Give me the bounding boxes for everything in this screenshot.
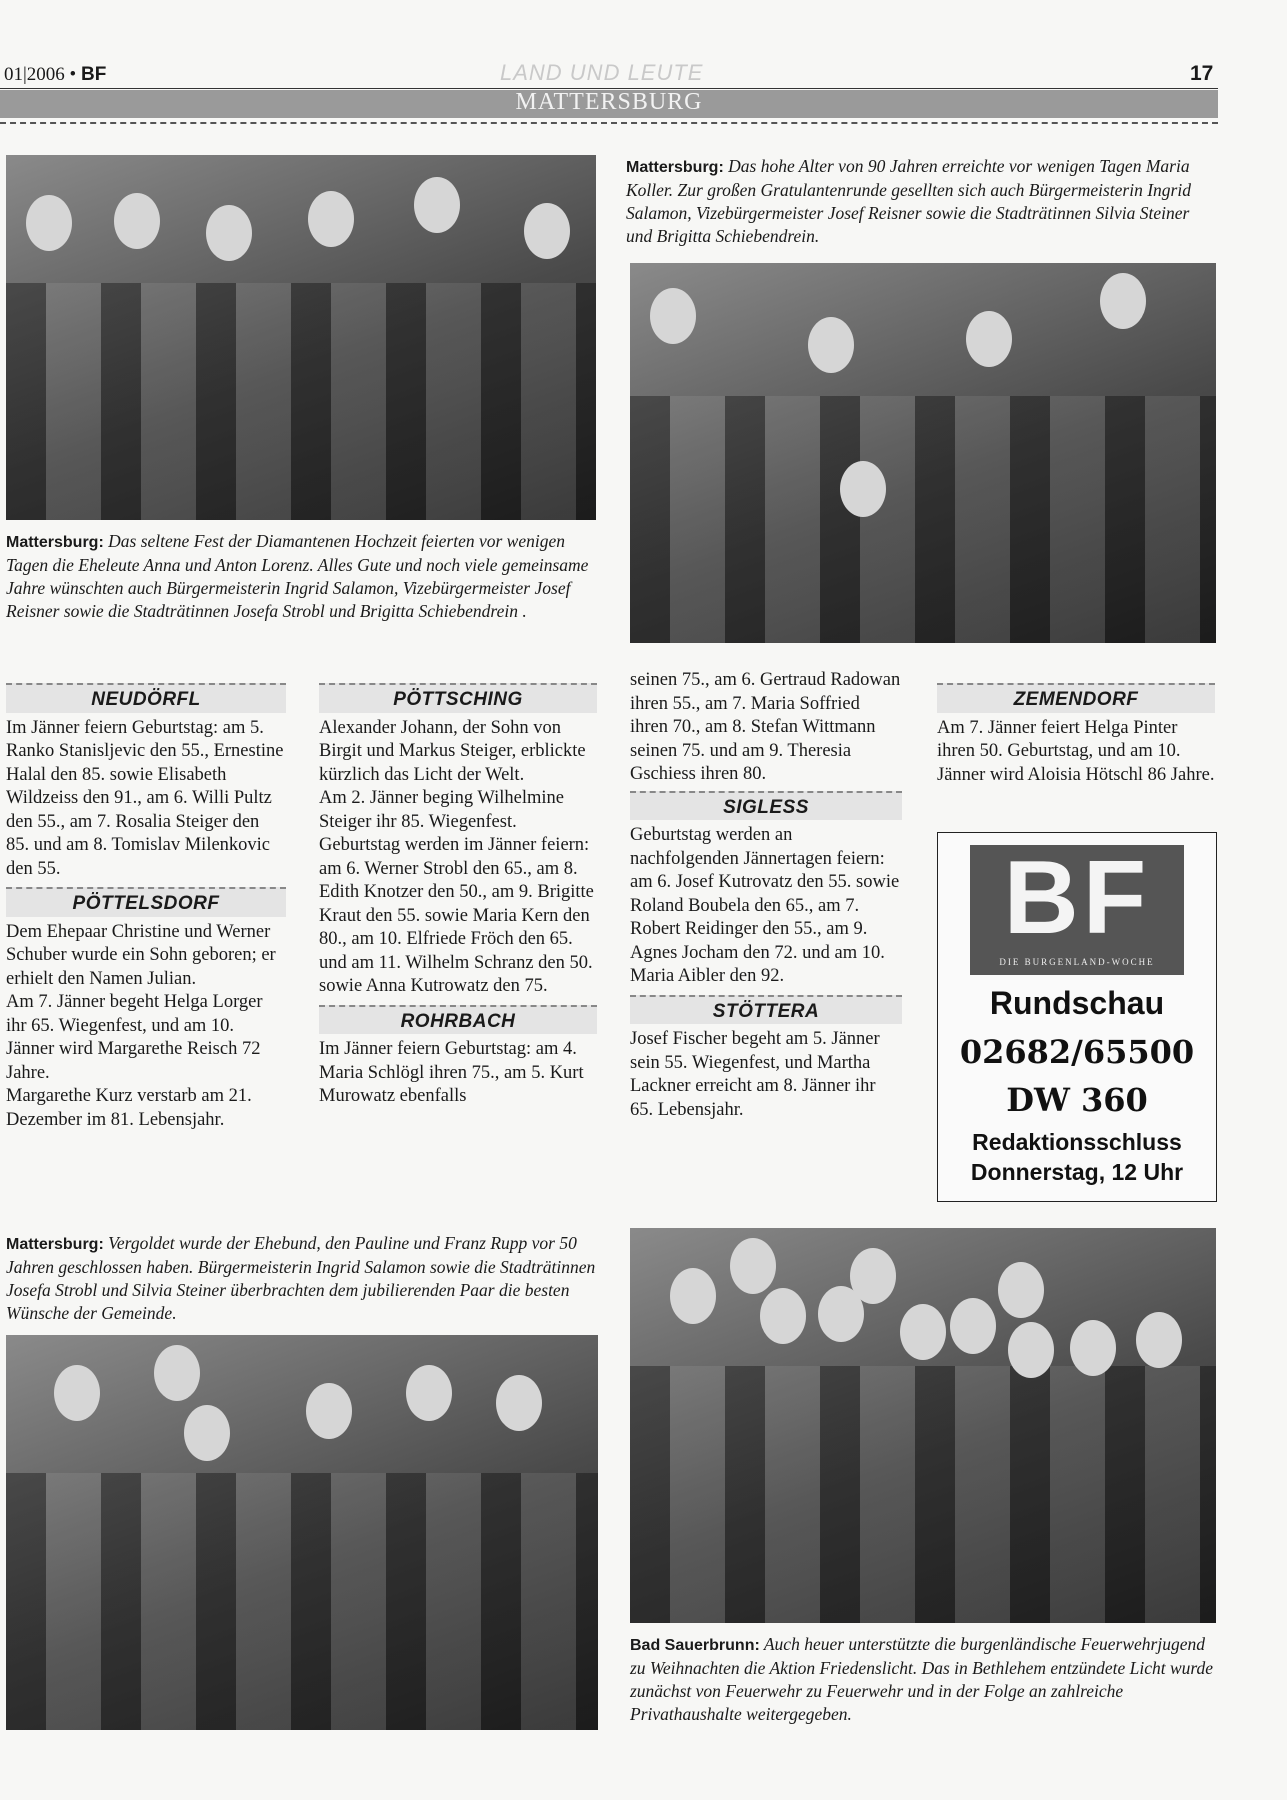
bf-phone: 02682/65500 xyxy=(959,1033,1195,1071)
section-text-poettelsdorf-2: Am 7. Jänner begeht Helga Lorger ihr 65. Wiegenfest, und am 10. Jänner wird Margarethe Reisch 72 Jahre. xyxy=(6,992,263,1083)
section-text-stoettera: Josef Fischer begeht am 5. Jänner sein 55. Wiegenfest, und Martha Lackner erreicht am 8. Jänner ihr 65. Lebensjahr. xyxy=(630,1029,880,1120)
bf-rundschau: Rundschau xyxy=(989,985,1165,1021)
section-text-poettsching: Alexander Johann, der Sohn von Birgit und Markus Steiger, erblickte kürzlich das Licht der Welt. xyxy=(319,717,586,785)
section-text-rohrbach: Im Jänner feiern Geburtstag: am 4. Maria Schlögl ihren 75., am 5. Kurt Murowatz ebenfalls xyxy=(319,1039,584,1106)
column-4 xyxy=(937,683,1215,787)
caption-friedenslicht: Bad Sauerbrunn: Auch heuer unterstützte die burgenländische Feuerwehrjugend zu Weihnachten die Aktion Friedenslicht. Das in Bethlehem entzündete Licht wurde zunächst von Feuerwehr zu Feuerwehr und in der Folge an zahlreiche Privathaushalte weitergegeben. xyxy=(630,1634,1214,1724)
section-text-poettsching-3: Geburtstag werden im Jänner feiern: am 6. Werner Strobl den 65., am 8. Edith Knotzer den 50., am 9. Brigitte Kraut den 55. sowie Maria Kern den 80., am 10. Elfriede Fröch den 65. und am 11. Wilhelm Schranz den 50. sowie Anna Kutrowatz den 75. xyxy=(319,835,594,996)
bf-logo xyxy=(970,840,1184,975)
section-text-zemendorf: Am 7. Jänner feiert Helga Pinter ihren 50. Geburtstag, und am 10. Jänner wird Aloisia Hötschl 86 Jahre. xyxy=(937,717,1215,785)
section-title-poettelsdorf: PÖTTELSDORF xyxy=(6,887,286,917)
section-title-poettsching: PÖTTSCHING xyxy=(319,683,597,713)
bf-logo-letters: BF xyxy=(1003,840,1151,956)
photo-diamond-wedding xyxy=(6,155,596,520)
bf-logo-subtitle: DIE BURGENLAND-WOCHE xyxy=(999,957,1155,967)
page-number: 17 xyxy=(1190,62,1214,85)
caption-rupp: Mattersburg: Vergoldet wurde der Ehebund, den Pauline und Franz Rupp vor 50 Jahren geschlossen haben. Bürgermeisterin Ingrid Salamon sowie die Stadträtinnen Josefa Strobl und Silvia Steiner überbrachten dem jubilierenden Paar die besten Wünsche der Gemeinde. xyxy=(6,1233,596,1323)
section-text-rohrbach-cont: seinen 75., am 6. Gertraud Radowan ihren 55., am 7. Maria Soffried ihren 70., am 8. Stefan Wittmann seinen 75. und am 9. Theresia Gschiess ihren 80. xyxy=(630,670,901,784)
caption-lorenz: Mattersburg: Das seltene Fest der Diamantenen Hochzeit feierten vor wenigen Tagen die Eheleute Anna und Anton Lorenz. Alles Gute und noch viele gemeinsame Jahre wünschten auch Bürgermeisterin Ingrid Salamon, Vizebürgermeister Josef Reisner sowie die Stadträtinnen Josefa Strobl und Brigitta Schiebendrein . xyxy=(6,531,589,621)
bf-deadline-label: Redaktionsschluss xyxy=(972,1129,1182,1155)
section-text-poettelsdorf: Dem Ehepaar Christine und Werner Schuber wurde ein Sohn geboren; er erhielt den Namen Julian. xyxy=(6,921,276,989)
region-title: MATTERSBURG xyxy=(515,89,703,115)
header-dashed-rule xyxy=(0,122,1218,124)
section-title-sigless: SIGLESS xyxy=(630,791,902,821)
column-2 xyxy=(319,683,597,1109)
bf-deadline-time: Donnerstag, 12 Uhr xyxy=(970,1159,1184,1185)
section-title-zemendorf: ZEMENDORF xyxy=(937,683,1215,713)
section-title: LAND UND LEUTE xyxy=(500,60,704,85)
section-text-neudoerfl: Im Jänner feiern Geburtstag: am 5. Ranko Stanisljevic den 55., Ernestine Halal den 85. sowie Elisabeth Wildzeiss den 91., am 6. Willi Pultz den 55., am 7. Rosalia Steiger den 85. und am 8. Tomislav Milenkovic den 55. xyxy=(6,717,284,879)
section-title-rohrbach: ROHRBACH xyxy=(319,1005,597,1035)
section-text-poettsching-2: Am 2. Jänner beging Wilhelmine Steiger ihr 85. Wiegenfest. xyxy=(319,788,565,832)
caption-koller: Mattersburg: Das hohe Alter von 90 Jahren erreichte vor wenigen Tagen Maria Koller. Zur großen Gratulantenrunde gesellten sich auch Bürgermeisterin Ingrid Salamon, Vizebürgermeister Josef Reisner sowie die Stadträtinnen Silvia Steiner und Brigitta Schiebendrein. xyxy=(626,156,1191,246)
photo-koller-birthday xyxy=(630,263,1216,643)
issue-label: 01|2006 • BF xyxy=(4,64,107,85)
section-text-sigless: Geburtstag werden an nachfolgenden Jännertagen feiern: am 6. Josef Kutrovatz den 55. sowie Roland Boubela den 65., am 7. Robert Reidinger den 55., am 9. Agnes Jocham den 72. und am 10. Maria Aibler den 92. xyxy=(630,825,900,986)
section-title-neudoerfl: NEUDÖRFL xyxy=(6,683,286,713)
column-3 xyxy=(630,669,902,1122)
column-1 xyxy=(6,683,286,1132)
section-title-stoettera: STÖTTERA xyxy=(630,995,902,1025)
section-text-poettelsdorf-3: Margarethe Kurz verstarb am 21. Dezember im 81. Lebensjahr. xyxy=(6,1086,252,1130)
bf-extension: DW 360 xyxy=(1006,1081,1148,1119)
photo-fire-brigade-youth xyxy=(630,1228,1216,1623)
photo-golden-wedding xyxy=(6,1335,598,1730)
bf-contact-box xyxy=(937,832,1217,1202)
